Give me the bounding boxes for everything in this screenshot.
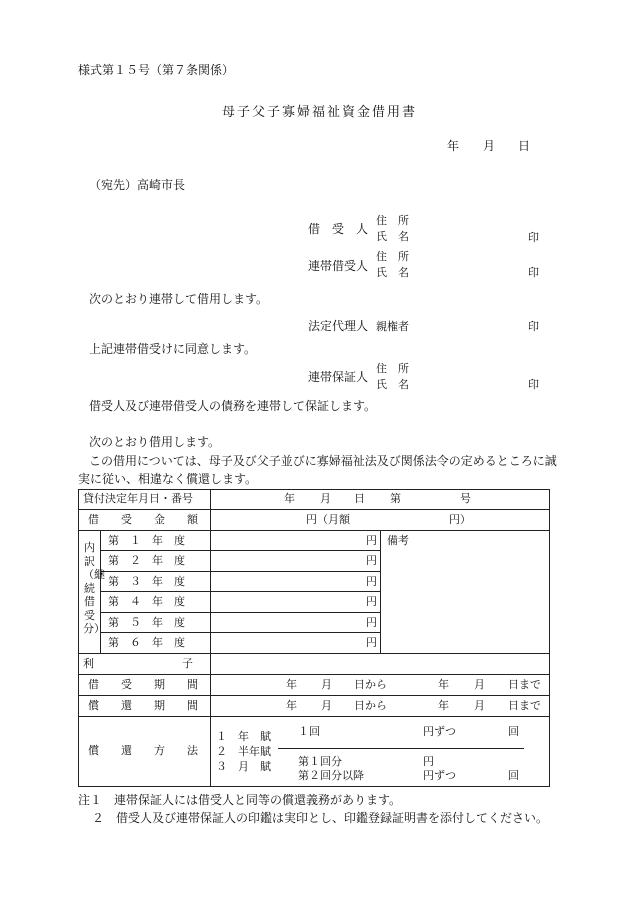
- year-5-label: 第 ５ 年 度: [108, 616, 185, 629]
- year-4-unit: 円: [366, 595, 377, 608]
- repay-period-month-end: 月: [474, 699, 485, 712]
- year-1-label: 第 １ 年 度: [108, 534, 185, 547]
- installment-per-yen: 円ずつ: [423, 725, 456, 738]
- joint-borrower-address-label: 住 所: [376, 250, 409, 263]
- year-6-unit: 円: [366, 636, 377, 649]
- loan-period-month-end: 月: [474, 678, 485, 691]
- repay-period-to: 日まで: [508, 699, 541, 712]
- statement-consent: 上記連帯借受けに同意します。: [89, 342, 257, 356]
- joint-borrower-role: 連帯借受人: [308, 259, 369, 273]
- legal-rep-label: 親権者: [376, 320, 409, 333]
- joint-borrower-seal: 印: [528, 266, 539, 279]
- installments-count: １回: [298, 725, 320, 738]
- repay-period-month: 月: [321, 699, 332, 712]
- breakdown-label: 内訳（継続借受分）: [83, 541, 105, 635]
- method-label: 償 還 方 法: [88, 744, 198, 757]
- year-4-label: 第 ４ 年 度: [108, 595, 185, 608]
- loan-period-from: 日から: [354, 678, 387, 691]
- statement-borrow: 次のとおり借用します。: [89, 435, 221, 449]
- statement-law-line2: 実に従い、相違なく償還します。: [78, 472, 258, 486]
- decision-year: 年: [284, 492, 295, 505]
- legal-rep-role: 法定代理人: [308, 319, 369, 333]
- guarantor-role: 連帯保証人: [308, 370, 369, 384]
- year-3-label: 第 ３ 年 度: [108, 575, 185, 588]
- decision-no-prefix: 第: [390, 492, 401, 505]
- joint-borrower-name-label: 氏 名: [376, 266, 409, 279]
- guarantor-seal: 印: [528, 378, 539, 391]
- decision-no-suffix: 号: [460, 492, 471, 505]
- legal-rep-seal: 印: [528, 320, 539, 333]
- form-number: 様式第１５号（第７条関係）: [78, 63, 235, 77]
- method-annual: １ 年 賦: [216, 730, 271, 743]
- guarantor-address-label: 住 所: [376, 362, 409, 375]
- note-1: 注１ 連帯保証人には借受人と同等の償還義務があります。: [78, 793, 402, 807]
- loan-period-year: 年: [286, 678, 297, 691]
- remarks-label: 備考: [387, 534, 409, 547]
- installment-times: 回: [508, 725, 519, 738]
- first-installment-yen: 円: [423, 755, 434, 768]
- statement-guarantee: 借受人及び連帯借受人の債務を連帯して保証します。: [89, 399, 377, 413]
- loan-period-month: 月: [321, 678, 332, 691]
- statement-joint: 次のとおり連帯して借用します。: [89, 292, 269, 306]
- amount-value: 円（月額 円）: [306, 513, 471, 526]
- decision-day: 日: [354, 492, 365, 505]
- decision-label: 貸付決定年月日・番号: [83, 492, 193, 505]
- loan-period-label: 借 受 期 間: [88, 678, 198, 691]
- subsequent-installment-label: 第２回分以降: [298, 769, 364, 782]
- borrower-seal: 印: [528, 231, 539, 244]
- date-year: 年: [447, 139, 460, 153]
- repay-period-from: 日から: [354, 699, 387, 712]
- repay-period-year-end: 年: [438, 699, 449, 712]
- note-2: ２ 借受人及び連帯保証人の印鑑は実印とし、印鑑登録証明書を添付してください。: [92, 811, 549, 825]
- statement-law-line1: この借用については、母子及び父子並びに寡婦福祉法及び関係法令の定めるところに誠: [89, 454, 557, 468]
- interest-label: 利 子: [83, 657, 193, 670]
- method-semiannual: ２ 半年賦: [216, 745, 271, 758]
- repay-period-year: 年: [286, 699, 297, 712]
- year-5-unit: 円: [366, 616, 377, 629]
- date-day: 日: [518, 139, 531, 153]
- borrower-address-label: 住 所: [376, 214, 409, 227]
- decision-month: 月: [320, 492, 331, 505]
- loan-period-to: 日まで: [508, 678, 541, 691]
- year-1-unit: 円: [366, 534, 377, 547]
- year-3-unit: 円: [366, 575, 377, 588]
- subsequent-per-yen: 円ずつ: [423, 769, 456, 782]
- year-2-label: 第 ２ 年 度: [108, 554, 185, 567]
- repay-period-label: 償 還 期 間: [88, 699, 198, 712]
- amount-label: 借 受 金 額: [88, 513, 198, 526]
- first-installment-label: 第１回分: [298, 755, 342, 768]
- date-month: 月: [483, 139, 496, 153]
- addressee: （宛先）高崎市長: [89, 178, 186, 192]
- borrower-name-label: 氏 名: [376, 230, 409, 243]
- loan-period-year-end: 年: [438, 678, 449, 691]
- method-monthly: ３ 月 賦: [216, 760, 271, 773]
- document-title: 母子父子寡婦福祉資金借用書: [222, 105, 418, 120]
- subsequent-times: 回: [508, 769, 519, 782]
- guarantor-name-label: 氏 名: [376, 378, 409, 391]
- borrower-role: 借 受 人: [308, 222, 369, 236]
- year-2-unit: 円: [366, 554, 377, 567]
- loan-table: [78, 489, 550, 787]
- year-6-label: 第 ６ 年 度: [108, 636, 185, 649]
